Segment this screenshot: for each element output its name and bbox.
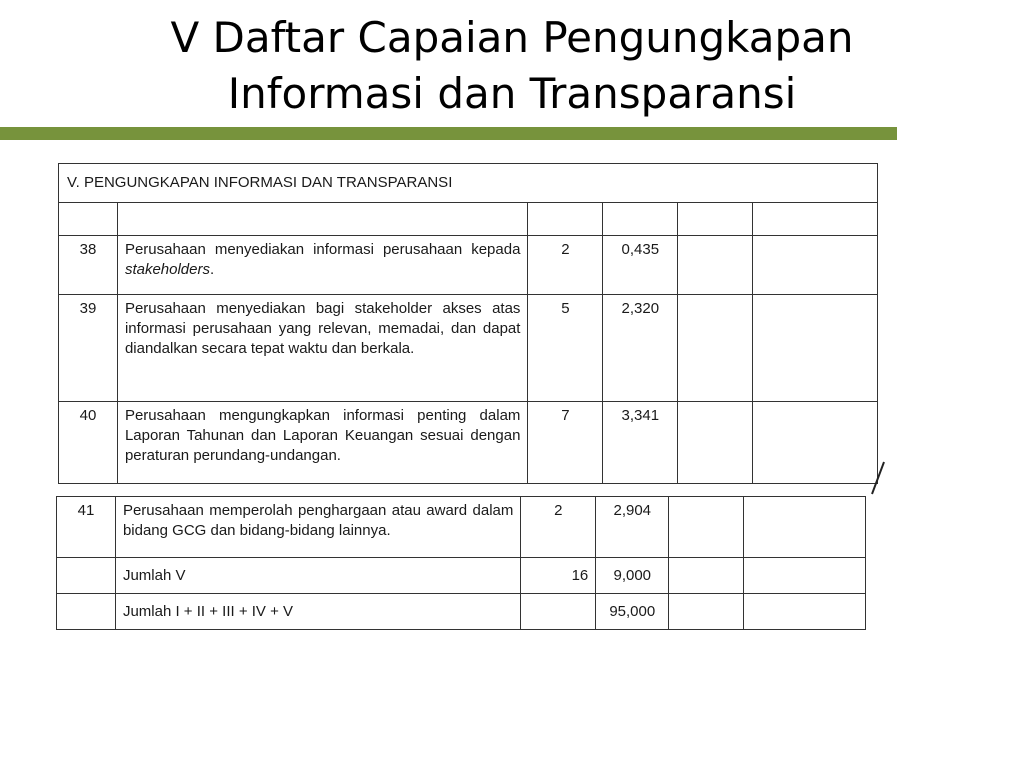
row-weight: 2 xyxy=(521,497,596,558)
scanned-table-part-1 xyxy=(58,163,878,484)
row-number: 38 xyxy=(59,236,118,295)
grand-total-row xyxy=(57,594,866,630)
row-score: 0,435 xyxy=(603,236,678,295)
row-score: 2,904 xyxy=(596,497,669,558)
subtotal-label: Jumlah V xyxy=(115,558,520,594)
empty-cell xyxy=(57,558,116,594)
empty-cell xyxy=(753,402,878,484)
row-number: 39 xyxy=(59,295,118,402)
empty-cell xyxy=(744,594,866,630)
blank-cell xyxy=(59,203,118,236)
disclosure-table-top xyxy=(58,163,878,484)
empty-cell xyxy=(753,236,878,295)
row-description: Perusahaan mengungkapkan informasi penting dalam Laporan Tahunan dan Laporan Keuangan sesuai dengan peraturan perundang-undangan. xyxy=(117,402,527,484)
subtotal-weight: 16 xyxy=(521,558,596,594)
disclosure-table-bottom xyxy=(56,496,866,630)
row-score: 3,341 xyxy=(603,402,678,484)
section-header-cell: V. PENGUNGKAPAN INFORMASI DAN TRANSPARANSI xyxy=(59,164,878,203)
italic-term: stakeholders xyxy=(124,261,210,278)
blank-cell xyxy=(117,203,527,236)
empty-cell xyxy=(669,558,744,594)
blank-header-row xyxy=(59,203,878,236)
empty-cell xyxy=(753,295,878,402)
blank-cell xyxy=(678,203,753,236)
empty-cell xyxy=(678,236,753,295)
table-row xyxy=(57,497,866,558)
row-weight: 2 xyxy=(528,236,603,295)
empty-cell xyxy=(669,497,744,558)
blank-cell xyxy=(753,203,878,236)
slide-title xyxy=(0,10,1024,122)
table-row xyxy=(59,236,878,295)
row-weight: 5 xyxy=(528,295,603,402)
row-description: Perusahaan memperolah penghargaan atau award dalam bidang GCG dan bidang-bidang lainnya. xyxy=(115,497,520,558)
section-header-row xyxy=(59,164,878,203)
row-description: Perusahaan menyediakan bagi stakeholder akses atas informasi perusahaan yang relevan, memadai, dan dapat diandalkan secara tepat waktu dan berkala. xyxy=(117,295,527,402)
title-underline-bar xyxy=(0,127,897,140)
empty-cell xyxy=(678,402,753,484)
row-score: 2,320 xyxy=(603,295,678,402)
empty-cell xyxy=(57,594,116,630)
grand-total-label: Jumlah I + II + III + IV + V xyxy=(115,594,520,630)
table-row xyxy=(59,402,878,484)
subtotal-row xyxy=(57,558,866,594)
grand-total-score: 95,000 xyxy=(596,594,669,630)
subtotal-score: 9,000 xyxy=(596,558,669,594)
row-weight: 7 xyxy=(528,402,603,484)
empty-cell xyxy=(669,594,744,630)
row-description: Perusahaan menyediakan informasi perusahaan kepada stakeholders. xyxy=(117,236,527,295)
empty-cell xyxy=(744,558,866,594)
empty-cell xyxy=(744,497,866,558)
row-number: 40 xyxy=(59,402,118,484)
blank-cell xyxy=(603,203,678,236)
handwritten-check-mark xyxy=(868,460,888,496)
blank-cell xyxy=(528,203,603,236)
row-number: 41 xyxy=(57,497,116,558)
empty-cell xyxy=(678,295,753,402)
empty-cell xyxy=(521,594,596,630)
slide-title-line-2: Informasi dan Transparansi xyxy=(227,69,797,118)
slide-title-line-1: V Daftar Capaian Pengungkapan xyxy=(170,13,854,62)
scanned-table-part-2 xyxy=(56,496,866,630)
table-row xyxy=(59,295,878,402)
